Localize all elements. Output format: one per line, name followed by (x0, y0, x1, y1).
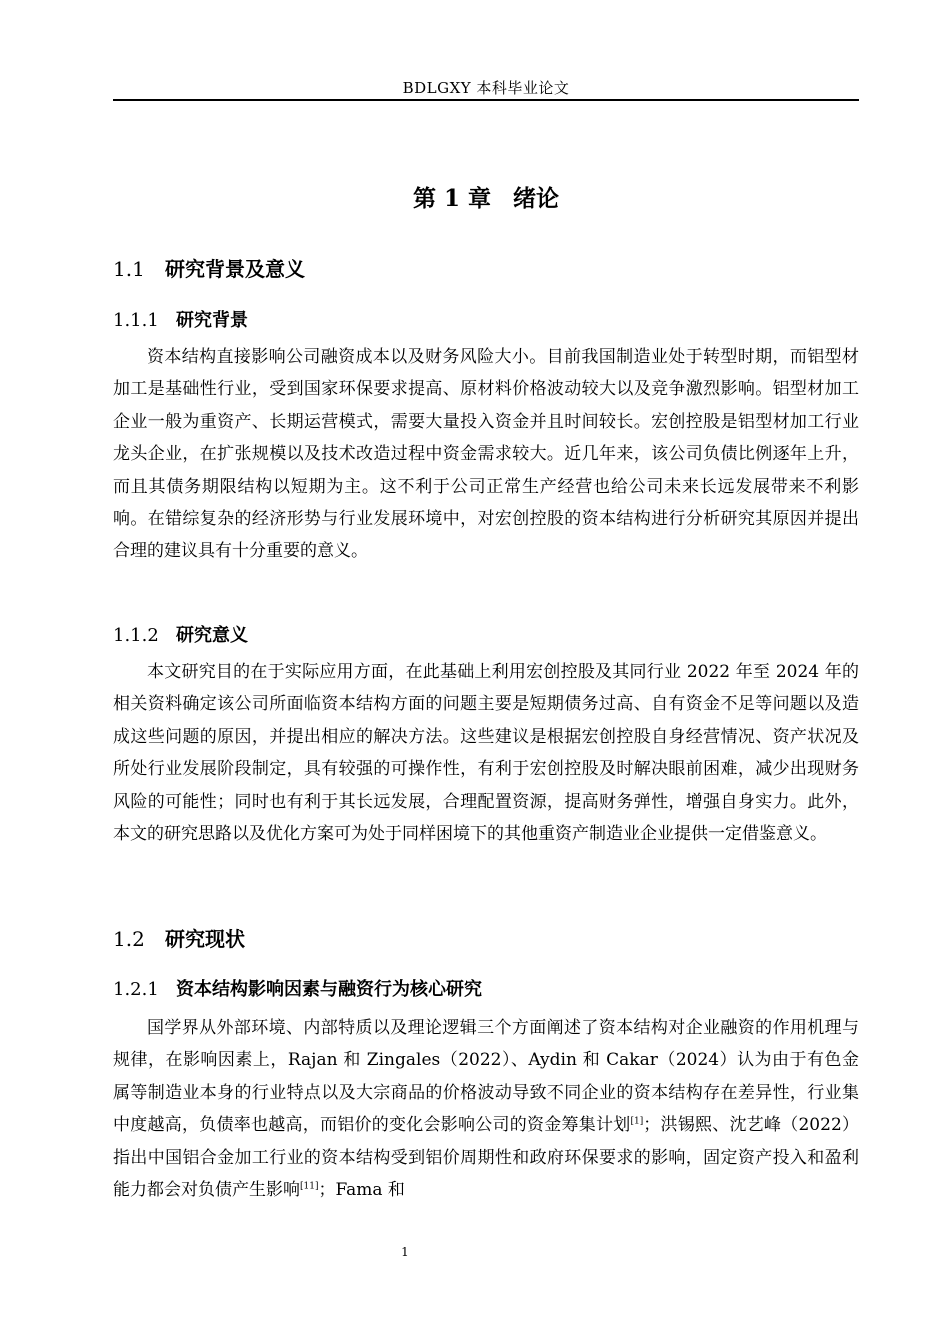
section-title: 研究背景及意义 (165, 257, 305, 281)
chapter-title (113, 180, 859, 213)
section-heading-1-1 (113, 253, 305, 282)
section-title: 研究现状 (165, 927, 245, 951)
subsection-number: 1.1.2 (113, 625, 159, 646)
paragraph-background (113, 341, 859, 568)
chapter-number: 第 1 章 (412, 185, 492, 212)
paragraph-text-part: ；洪锡熙、沈艺峰（2022）指出中国铝合金加工行业的资本结构受到铝价周期性和政府环保要求的影响，固定资产投入和盈利能力都会对负债产生影响 (113, 1115, 860, 1201)
subsection-title: 研究意义 (176, 625, 248, 646)
chapter-name: 绪论 (513, 185, 560, 212)
page-number: 1 (401, 1245, 409, 1259)
citation-11[interactable]: [11] (300, 1181, 319, 1192)
subsection-title: 研究背景 (176, 310, 248, 331)
subsection-number: 1.1.1 (113, 310, 159, 331)
section-heading-1-2 (113, 923, 245, 952)
paragraph-text-part: ；Fama 和 (318, 1180, 405, 1201)
subsection-heading-1-1-1 (113, 306, 248, 332)
subsection-heading-1-2-1 (113, 975, 482, 1001)
paragraph-research-status (113, 1012, 859, 1206)
header-rule (113, 99, 859, 101)
subsection-title: 资本结构影响因素与融资行为核心研究 (176, 979, 482, 1000)
paragraph-text (113, 1012, 859, 1206)
running-header: BDLGXY 本科毕业论文 (402, 79, 570, 97)
section-number: 1.2 (113, 927, 145, 951)
subsection-heading-1-1-2 (113, 621, 248, 647)
citation-1[interactable]: [1] (630, 1116, 644, 1127)
paragraph-text: 资本结构直接影响公司融资成本以及财务风险大小。目前我国制造业处于转型时期，而铝型材加工是基础性行业，受到国家环保要求提高、原材料价格波动较大以及竞争激烈影响。铝型材加工企业一般为重资产、长期运营模式，需要大量投入资金并且时间较长。宏创控股是铝型材加工行业龙头企业，在扩张规模以及技术改造过程中资金需求较大。近几年来，该公司负债比例逐年上升，而且其债务期限结构以短期为主。这不利于公司正常生产经营也给公司未来长远发展带来不利影响。在错综复杂的经济形势与行业发展环境中，对宏创控股的资本结构进行分析研究其原因并提出合理的建议具有十分重要的意义。 (113, 347, 859, 562)
paragraph-significance (113, 656, 859, 850)
subsection-number: 1.2.1 (113, 979, 159, 1000)
paragraph-text-part: 国学界从外部环境、内部特质以及理论逻辑三个方面阐述了资本结构对企业融资的作用机理与规律，在影响因素上，Rajan 和 Zingales（2022）、Aydin 和 Cakar（2024）认为由于有色金属等制造业本身的行业特点以及大宗商品的价格波动导致不同企业的资本结构存在差异性，行业集中度越高，负债率也越高，而铝价的变化会影响公司的资金筹集计划 (113, 1018, 859, 1136)
section-number: 1.1 (113, 257, 145, 281)
paragraph-text: 本文研究目的在于实际应用方面，在此基础上利用宏创控股及其同行业 2022 年至 2024 年的相关资料确定该公司所面临资本结构方面的问题主要是短期债务过高、自有资金不足等问题以及造成这些问题的原因，并提出相应的解决方法。这些建议是根据宏创控股自身经营情况、资产状况及所处行业发展阶段制定，具有较强的可操作性，有利于宏创控股及时解决眼前困难，减少出现财务风险的可能性；同时也有利于其长远发展，合理配置资源，提高财务弹性，增强自身实力。此外，本文的研究思路以及优化方案可为处于同样困境下的其他重资产制造业企业提供一定借鉴意义。 (113, 662, 859, 845)
